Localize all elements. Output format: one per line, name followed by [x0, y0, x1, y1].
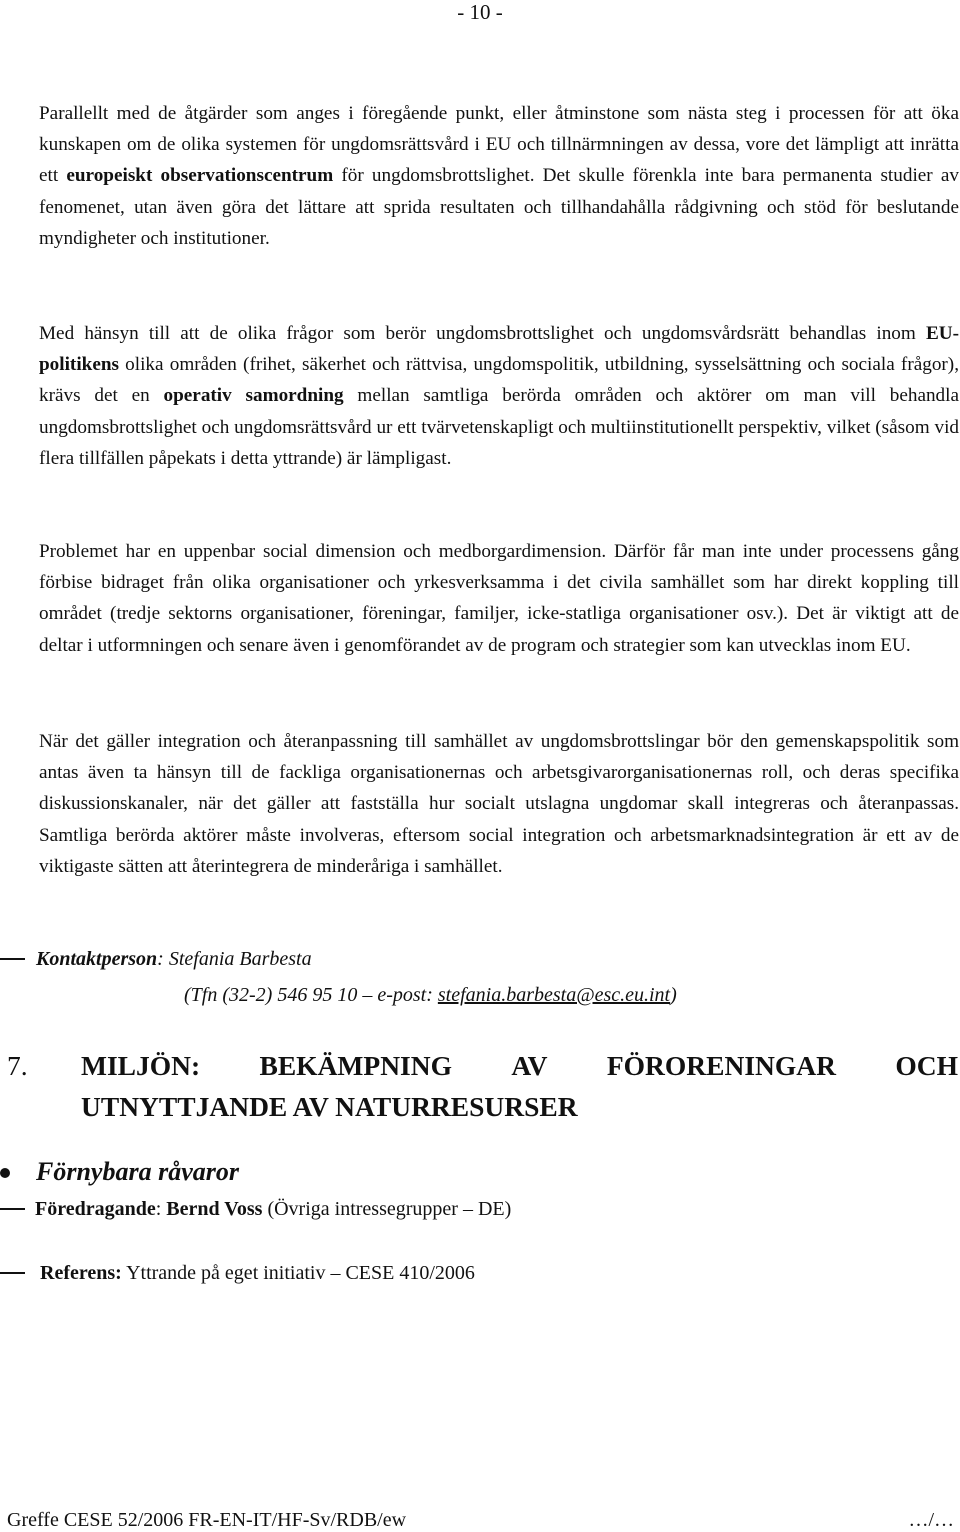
contact-person: [36, 946, 312, 972]
section-title-word: FÖRORENINGAR: [606, 1050, 837, 1081]
contact-separator: :: [157, 948, 169, 970]
paragraph-1-text-a: Parallellt med de åtgärder som anges i föregående punkt, eller åtminstone som nästa steg i processen för att öka kunskapen om de olika systemen för ungdomsrättsvård i EU och tillnärmningen av dessa, vore det lämpligt att inrätta ett: [39, 103, 959, 187]
section-title-word: MILJÖN:: [81, 1050, 201, 1081]
reference-value: Yttrande på eget initiativ – CESE 410/2006: [121, 1262, 475, 1284]
contact-name: Stefania Barbesta: [168, 948, 312, 970]
dash-mark: [0, 1272, 25, 1274]
bullet-icon: [0, 1168, 10, 1178]
paragraph-3: Problemet har en uppenbar social dimension och medborgardimension. Därför får man inte under processens gång förbise bidraget från olika organisationer och yrkesverksamma i det civila samhället som har direkt koppling till området (tredje sektorns organisationer, föreningar, familjer, icke-statliga organisationer osv.). Det är viktigt att de deltar i utformningen och senare även i genomförandet av de program och strategier som kan utvecklas inom EU.: [39, 541, 959, 656]
paragraph-2-text-c: olika områden (frihet, säkerhet och rättvisa, ungdomspolitik, utbildning, sysselsättning och sociala frågor), krävs det en: [39, 354, 959, 407]
page-number: - 10 -: [457, 0, 503, 24]
section-title-word: OCH: [895, 1050, 958, 1081]
reference-text: [40, 1260, 475, 1286]
section-title-line-1: [81, 1045, 958, 1087]
item-title-text: Förnybara råvaror: [36, 1157, 239, 1186]
contact-details-prefix: (Tfn (32-2) 546 95 10 – e-post:: [184, 984, 438, 1006]
paragraph-2: [39, 318, 959, 474]
section-title-line-2: UTNYTTJANDE AV NATURRESURSER: [81, 1091, 578, 1122]
reference-label: Referens:: [40, 1262, 122, 1284]
paragraph-2-text-e: mellan samtliga berörda områden och aktörer om man vill behandla ungdomsbrottslighet och ungdomsrättsvård ur ett tvärvetenskapligt och multiinstitutionellt perspektiv, vilket (såsom vid flera tillfällen påpekats i detta yttrande) är lämpligast.: [39, 385, 959, 469]
paragraph-2-text-a: Med hänsyn till att de olika frågor som berör ungdomsbrottslighet och ungdomsvårdsrätt behandlas inom: [39, 323, 926, 344]
paragraph-4: När det gäller integration och återanpassning till samhället av ungdomsbrottslingar bör den gemenskapspolitik som antas även ta hänsyn till de fackliga organisationernas och arbetsgivarorganisationernas roll, och deras specifika diskussionskanaler, när det gäller att fastställa hur socialt utslagna ungdomar skall integreras och återanpassas. Samtliga berörda aktörer måste involveras, eftersom social integration och arbetsmarknadsintegration är ett av de viktigaste sätten att återintegrera de minderåriga i samhället.: [39, 731, 959, 877]
rapporteur-label: Föredragande: [35, 1198, 156, 1220]
footer-continuation: …/…: [908, 1509, 954, 1531]
paragraph-2-bold-2: operativ samordning: [163, 385, 344, 407]
contact-details-suffix: ): [670, 984, 677, 1006]
paragraph-2-bold-1: EU-politikens: [39, 323, 959, 376]
footer-reference: Greffe CESE 52/2006 FR-EN-IT/HF-Sv/RDB/ew: [7, 1509, 407, 1531]
paragraph-1-text-c: för ungdomsbrottslighet. Det skulle förenkla inte bara permanenta studier av fenomenet, utan även göra det lättare att sprida resultaten och tillhandahålla rådgivning och stöd för beslutande myndigheter och institutioner.: [39, 165, 959, 249]
rapporteur-name: Bernd Voss: [166, 1198, 263, 1220]
contact-label: Kontaktperson: [36, 948, 158, 970]
contact-details: [184, 982, 677, 1008]
section-title-word: AV: [511, 1050, 548, 1081]
paragraph-1-bold: europeiskt observationscentrum: [66, 165, 334, 187]
rapporteur-separator: :: [155, 1198, 167, 1220]
dash-mark: [0, 958, 25, 960]
paragraph-1: [39, 98, 959, 254]
contact-email-link[interactable]: stefania.barbesta@esc.eu.int: [437, 984, 671, 1006]
dash-mark: [0, 1208, 25, 1210]
section-number: 7.: [7, 1050, 28, 1081]
section-title-word: BEKÄMPNING: [259, 1050, 452, 1081]
rapporteur-text: [35, 1196, 511, 1222]
rapporteur-group: (Övriga intressegrupper – DE): [262, 1198, 512, 1220]
